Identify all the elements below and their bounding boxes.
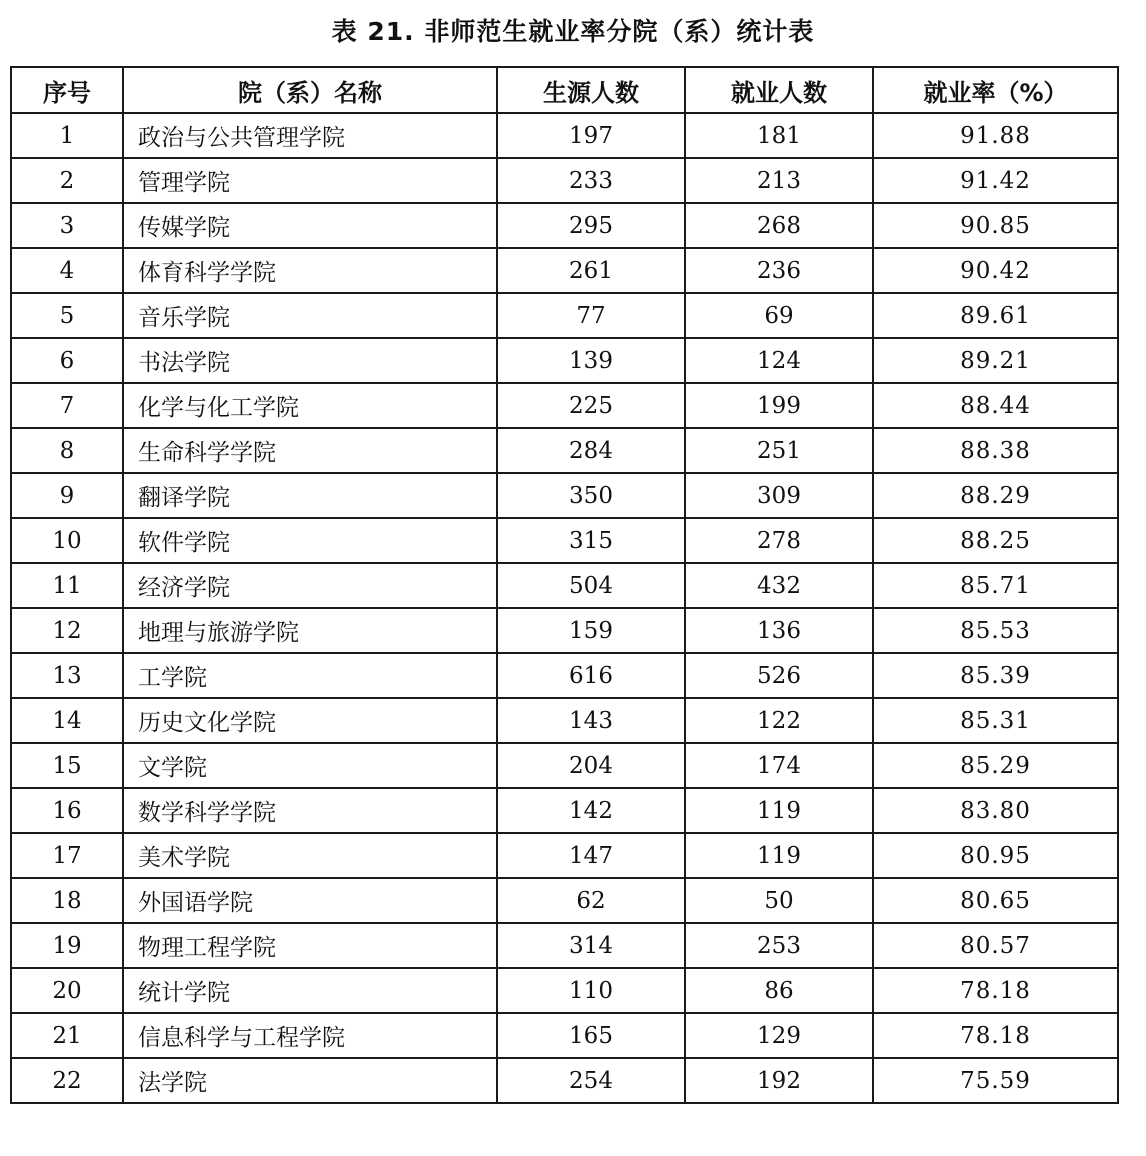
- cell-college-name: 生命科学学院: [123, 428, 497, 473]
- cell-index: 20: [11, 968, 123, 1013]
- cell-employed: 309: [685, 473, 873, 518]
- cell-college-name: 美术学院: [123, 833, 497, 878]
- cell-graduates: 139: [497, 338, 685, 383]
- cell-graduates: 147: [497, 833, 685, 878]
- cell-college-name: 地理与旅游学院: [123, 608, 497, 653]
- cell-index: 17: [11, 833, 123, 878]
- cell-index: 6: [11, 338, 123, 383]
- cell-employed: 432: [685, 563, 873, 608]
- header-college-name: 院（系）名称: [123, 67, 497, 113]
- cell-college-name: 数学科学学院: [123, 788, 497, 833]
- cell-employed: 129: [685, 1013, 873, 1058]
- cell-employment-rate: 88.44: [873, 383, 1118, 428]
- table-row: [11, 833, 1118, 878]
- cell-index: 5: [11, 293, 123, 338]
- cell-college-name: 工学院: [123, 653, 497, 698]
- cell-graduates: 261: [497, 248, 685, 293]
- cell-employment-rate: 90.85: [873, 203, 1118, 248]
- table-row: [11, 518, 1118, 563]
- cell-graduates: 284: [497, 428, 685, 473]
- cell-employed: 278: [685, 518, 873, 563]
- cell-employment-rate: 88.25: [873, 518, 1118, 563]
- cell-graduates: 616: [497, 653, 685, 698]
- cell-employed: 174: [685, 743, 873, 788]
- cell-index: 15: [11, 743, 123, 788]
- cell-index: 7: [11, 383, 123, 428]
- table-row: [11, 473, 1118, 518]
- employment-rate-table: [10, 66, 1119, 1104]
- cell-graduates: 314: [497, 923, 685, 968]
- cell-index: 11: [11, 563, 123, 608]
- table-row: [11, 428, 1118, 473]
- cell-employed: 119: [685, 833, 873, 878]
- cell-graduates: 197: [497, 113, 685, 158]
- cell-index: 19: [11, 923, 123, 968]
- table-row: [11, 698, 1118, 743]
- cell-employment-rate: 85.71: [873, 563, 1118, 608]
- cell-employed: 119: [685, 788, 873, 833]
- cell-employed: 50: [685, 878, 873, 923]
- cell-employed: 192: [685, 1058, 873, 1103]
- cell-index: 8: [11, 428, 123, 473]
- table-row: [11, 878, 1118, 923]
- header-index: 序号: [11, 67, 123, 113]
- table-title: 表 21. 非师范生就业率分院（系）统计表: [331, 17, 815, 46]
- cell-index: 10: [11, 518, 123, 563]
- cell-graduates: 110: [497, 968, 685, 1013]
- cell-graduates: 159: [497, 608, 685, 653]
- cell-employment-rate: 83.80: [873, 788, 1118, 833]
- header-employed: 就业人数: [685, 67, 873, 113]
- table-row: [11, 788, 1118, 833]
- cell-index: 1: [11, 113, 123, 158]
- cell-employment-rate: 85.31: [873, 698, 1118, 743]
- cell-employed: 199: [685, 383, 873, 428]
- table-row: [11, 563, 1118, 608]
- cell-graduates: 504: [497, 563, 685, 608]
- cell-employed: 213: [685, 158, 873, 203]
- table-row: [11, 293, 1118, 338]
- cell-college-name: 政治与公共管理学院: [123, 113, 497, 158]
- cell-employed: 236: [685, 248, 873, 293]
- table-row: [11, 1013, 1118, 1058]
- cell-college-name: 信息科学与工程学院: [123, 1013, 497, 1058]
- cell-employment-rate: 85.29: [873, 743, 1118, 788]
- table-row: [11, 1058, 1118, 1103]
- cell-employment-rate: 80.95: [873, 833, 1118, 878]
- cell-college-name: 外国语学院: [123, 878, 497, 923]
- cell-index: 9: [11, 473, 123, 518]
- cell-employment-rate: 90.42: [873, 248, 1118, 293]
- cell-employed: 251: [685, 428, 873, 473]
- cell-index: 14: [11, 698, 123, 743]
- cell-employment-rate: 80.57: [873, 923, 1118, 968]
- cell-index: 18: [11, 878, 123, 923]
- table-row: [11, 923, 1118, 968]
- cell-employed: 526: [685, 653, 873, 698]
- cell-index: 16: [11, 788, 123, 833]
- cell-college-name: 软件学院: [123, 518, 497, 563]
- cell-graduates: 165: [497, 1013, 685, 1058]
- cell-employed: 124: [685, 338, 873, 383]
- cell-employed: 136: [685, 608, 873, 653]
- cell-employment-rate: 89.21: [873, 338, 1118, 383]
- header-graduates: 生源人数: [497, 67, 685, 113]
- cell-graduates: 254: [497, 1058, 685, 1103]
- cell-graduates: 350: [497, 473, 685, 518]
- table-row: [11, 743, 1118, 788]
- cell-graduates: 62: [497, 878, 685, 923]
- cell-college-name: 物理工程学院: [123, 923, 497, 968]
- cell-college-name: 历史文化学院: [123, 698, 497, 743]
- cell-college-name: 书法学院: [123, 338, 497, 383]
- cell-employment-rate: 88.29: [873, 473, 1118, 518]
- cell-college-name: 文学院: [123, 743, 497, 788]
- cell-graduates: 77: [497, 293, 685, 338]
- cell-employed: 268: [685, 203, 873, 248]
- cell-employment-rate: 85.53: [873, 608, 1118, 653]
- cell-employed: 69: [685, 293, 873, 338]
- cell-college-name: 法学院: [123, 1058, 497, 1103]
- cell-graduates: 143: [497, 698, 685, 743]
- cell-college-name: 经济学院: [123, 563, 497, 608]
- cell-college-name: 管理学院: [123, 158, 497, 203]
- table-row: [11, 653, 1118, 698]
- table-row: [11, 968, 1118, 1013]
- cell-index: 13: [11, 653, 123, 698]
- table-row: [11, 338, 1118, 383]
- cell-employment-rate: 75.59: [873, 1058, 1118, 1103]
- cell-employment-rate: 91.42: [873, 158, 1118, 203]
- cell-graduates: 142: [497, 788, 685, 833]
- cell-employment-rate: 91.88: [873, 113, 1118, 158]
- cell-employed: 181: [685, 113, 873, 158]
- cell-college-name: 统计学院: [123, 968, 497, 1013]
- cell-index: 12: [11, 608, 123, 653]
- cell-college-name: 传媒学院: [123, 203, 497, 248]
- cell-index: 22: [11, 1058, 123, 1103]
- cell-graduates: 315: [497, 518, 685, 563]
- cell-employment-rate: 85.39: [873, 653, 1118, 698]
- table-row: [11, 113, 1118, 158]
- table-row: [11, 383, 1118, 428]
- cell-graduates: 233: [497, 158, 685, 203]
- cell-employment-rate: 78.18: [873, 1013, 1118, 1058]
- header-employment-rate: 就业率（%）: [873, 67, 1118, 113]
- cell-college-name: 化学与化工学院: [123, 383, 497, 428]
- table-row: [11, 158, 1118, 203]
- cell-graduates: 225: [497, 383, 685, 428]
- cell-employed: 253: [685, 923, 873, 968]
- cell-graduates: 204: [497, 743, 685, 788]
- cell-employment-rate: 78.18: [873, 968, 1118, 1013]
- cell-employed: 122: [685, 698, 873, 743]
- cell-employment-rate: 88.38: [873, 428, 1118, 473]
- cell-employment-rate: 80.65: [873, 878, 1118, 923]
- cell-index: 3: [11, 203, 123, 248]
- table-row: [11, 608, 1118, 653]
- cell-college-name: 体育科学学院: [123, 248, 497, 293]
- cell-college-name: 翻译学院: [123, 473, 497, 518]
- cell-college-name: 音乐学院: [123, 293, 497, 338]
- cell-index: 2: [11, 158, 123, 203]
- table-row: [11, 203, 1118, 248]
- table-header-row: [11, 67, 1118, 113]
- cell-employed: 86: [685, 968, 873, 1013]
- cell-graduates: 295: [497, 203, 685, 248]
- cell-index: 4: [11, 248, 123, 293]
- cell-employment-rate: 89.61: [873, 293, 1118, 338]
- table-body: [11, 113, 1118, 1103]
- table-row: [11, 248, 1118, 293]
- cell-index: 21: [11, 1013, 123, 1058]
